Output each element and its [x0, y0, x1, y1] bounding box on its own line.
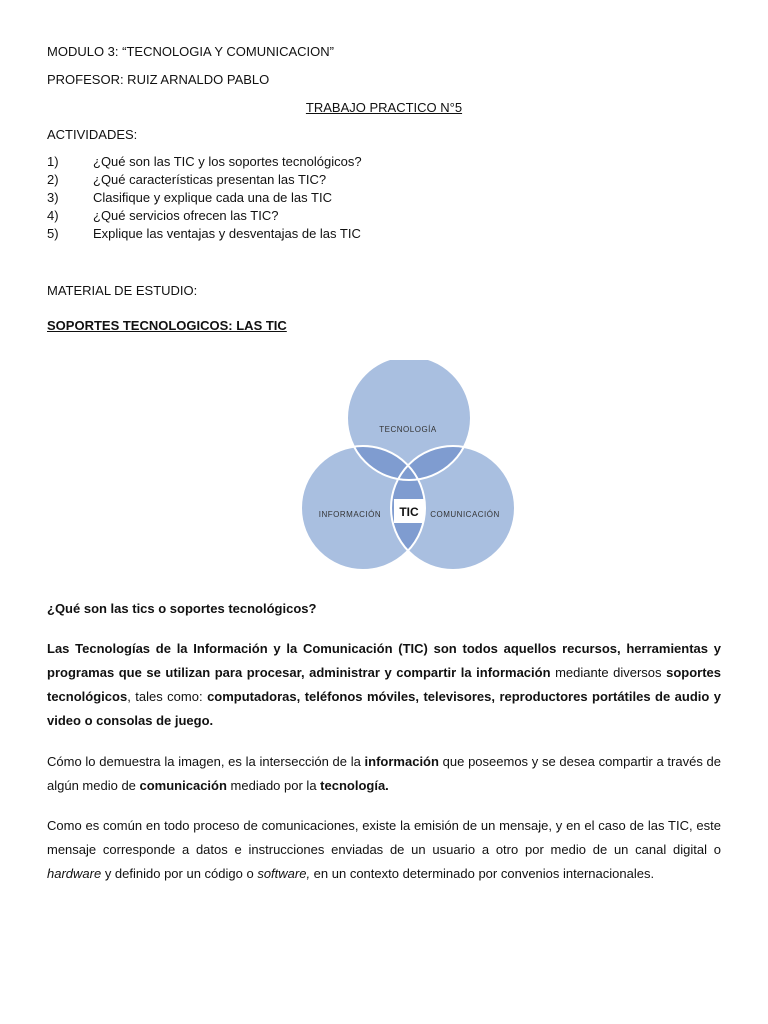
- module-title: MODULO 3: “TECNOLOGIA Y COMUNICACION”: [47, 44, 335, 59]
- question-heading: ¿Qué son las tics o soportes tecnológicos?: [47, 601, 317, 616]
- tic-label: TIC: [399, 505, 419, 519]
- material-heading: MATERIAL DE ESTUDIO:: [47, 283, 198, 298]
- activities-heading: ACTIVIDADES:: [47, 127, 138, 142]
- list-item: 5) Explique las ventajas y desventajas de las TIC: [47, 226, 361, 241]
- activities-list: [47, 153, 362, 243]
- paragraph-definition: Las Tecnologías de la Información y la Comunicación (TIC) son todos aquellos recursos, herramientas y programas que se utilizan para procesar, administrar y compartir la información mediante diversos soportes tecnológicos, tales como: computadoras, teléfonos móviles, televisores, reproductores portátiles de audio y video o consolas de juego.: [47, 641, 722, 728]
- section-title: SOPORTES TECNOLOGICOS: LAS TIC: [47, 318, 287, 333]
- paragraph-communication: Como es común en todo proceso de comunicaciones, existe la emisión de un mensaje, y en el caso de las TIC, este mensaje corresponde a datos e instrucciones enviadas de un usuario a otro por medio de un canal digital o hardware y definido por un código o software, en un contexto determinado por convenios internacionales.: [47, 818, 721, 881]
- technology-label: TECNOLOGÍA: [379, 425, 437, 434]
- communication-label: COMUNICACIÓN: [430, 510, 500, 519]
- information-label: INFORMACIÓN: [318, 510, 382, 519]
- assignment-title: TRABAJO PRACTICO N°5: [305, 100, 463, 115]
- tic-venn-diagram: [298, 360, 520, 574]
- list-item: 3) Clasifique y explique cada una de las TIC: [47, 190, 332, 205]
- list-item: 2) ¿Qué características presentan las TIC?: [47, 172, 327, 187]
- list-item: 4) ¿Qué servicios ofrecen las TIC?: [47, 208, 279, 223]
- paragraph-intersection: Cómo lo demuestra la imagen, es la intersección de la información que poseemos y se desea compartir a través de algún medio de comunicación mediado por la tecnología.: [47, 754, 721, 793]
- teacher-name: PROFESOR: RUIZ ARNALDO PABLO: [47, 72, 270, 87]
- list-item: 1) ¿Qué son las TIC y los soportes tecnológicos?: [47, 154, 362, 169]
